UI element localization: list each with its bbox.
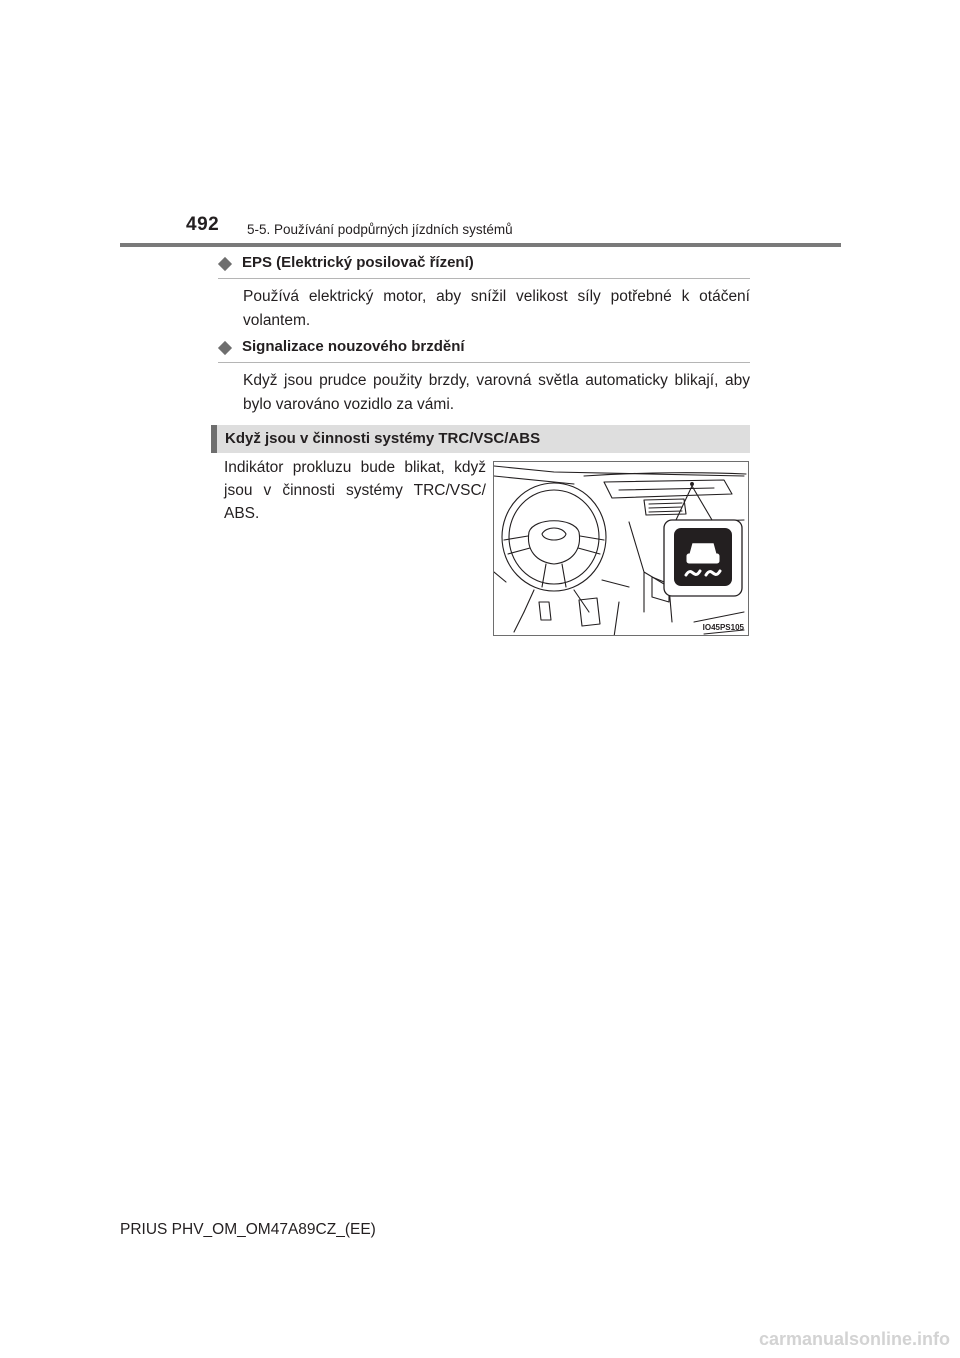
heading-emergency-brake-text: Signalizace nouzového brzdění [242, 338, 465, 355]
page-number: 492 [186, 214, 220, 235]
heading-emergency-brake [218, 338, 750, 363]
banner-title: Když jsou v činnosti systémy TRC/VSC/ABS [225, 430, 541, 447]
banner-accent-bar [211, 425, 217, 453]
figure-code: IO45PS105 [702, 623, 744, 632]
indicator-description: Indikátor prokluzu bude blikat, když jsou v činnosti systémy TRC/VSC/ ABS. [224, 459, 486, 522]
watermark-text: carmanualsonline.info [758, 1329, 950, 1349]
dashboard-drawing [494, 462, 749, 636]
diamond-bullet-icon [218, 341, 232, 355]
paragraph-eps: Používá elektrický motor, aby snížil velikost síly potřebné k otáčení volantem. [243, 288, 750, 329]
heading-eps [218, 254, 750, 279]
footer-document-id: PRIUS PHV_OM_OM47A89CZ_(EE) [120, 1221, 376, 1238]
section-banner [211, 425, 750, 453]
diamond-bullet-icon [218, 257, 232, 271]
dashboard-illustration [493, 461, 749, 636]
heading-eps-text: EPS (Elektrický posilovač řízení) [242, 254, 474, 271]
paragraph-emergency-brake: Když jsou prudce použity brzdy, varovná světla automaticky blikají, aby bylo varováno vozidlo za vámi. [243, 372, 750, 413]
section-title: 5-5. Používání podpůrných jízdních systémů [247, 222, 513, 237]
header-rule [120, 243, 841, 247]
